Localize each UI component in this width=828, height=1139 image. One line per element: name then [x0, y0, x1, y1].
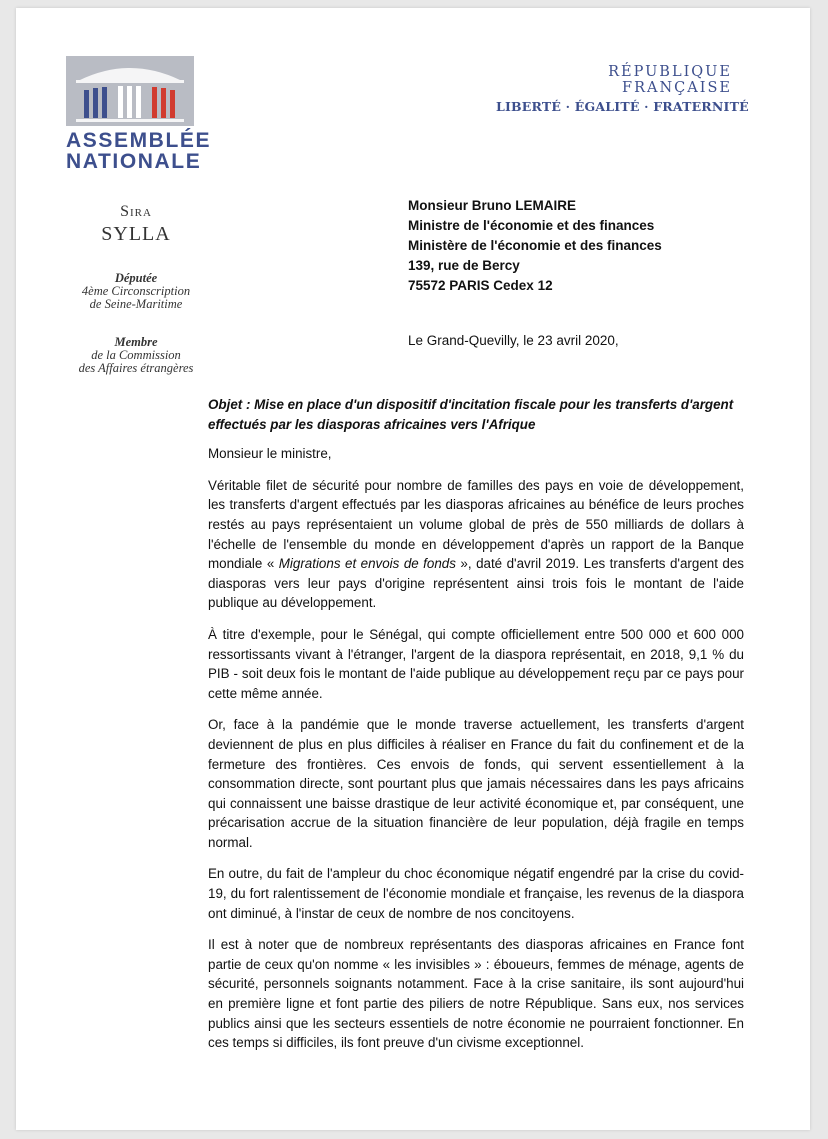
logo-wordmark — [66, 130, 246, 172]
republique-title: RÉPUBLIQUE FRANÇAISE — [608, 64, 732, 96]
letter-salutation: Monsieur le ministre, — [208, 446, 332, 462]
sender-role — [56, 272, 216, 311]
paragraph-1-part-2: », daté d'avril 2019. Les transferts d'argent des diasporas vers leur pays d'origine représentent ainsi trois fois le montant de l'aide publique au développement. — [208, 556, 745, 611]
paragraph-2: À titre d'exemple, pour le Sénégal, qui compte officiellement entre 500 000 et 600 000 ressortissants vivant à l'étranger, l'argent de la diaspora représentait, en 2018, 9,1 % du PIB - soit deux fois le montant de l'aide publique au développement reçu par ce pays pour cette même année. — [208, 626, 744, 701]
addressee-street: 139, rue de Bercy — [408, 258, 520, 273]
addressee-block — [408, 196, 662, 296]
paragraph-5: Il est à noter que de nombreux représentants des diasporas africaines en France font partie de ceux qu'on nomme « les invisibles » : éboueurs, femmes de ménage, agents de sécurité, personnels soignants notamment. Face à la crise sanitaire, ils sont aujourd'hui en première ligne et font partie des piliers de notre République. Sans eux, nos services publics ainsi que les secteurs essentiels de notre économie ne pourraient fonctionner. En ces temps si difficiles, ils font preuve d'un civisme exceptionnel. — [208, 937, 744, 1051]
republique-motto: LIBERTÉ · ÉGALITÉ · FRATERNITÉ — [496, 99, 749, 114]
place-date: Le Grand-Quevilly, le 23 avril 2020, — [408, 333, 619, 348]
role-line-1: 4ème Circonscription — [81, 284, 191, 298]
logo-line-2: NATIONALE — [66, 150, 202, 173]
member-line-1: de la Commission — [91, 348, 181, 362]
role-line-2: de Seine-Maritime — [89, 297, 183, 311]
paragraph-1-part-1: Véritable filet de sécurité pour nombre de familles des pays en voie de développement, les transferts d'argent effectués par les diasporas africaines au bénéfice de leurs proches restés au pays représentaient un volume global de près de 550 milliards de dollars à l'échelle de l'ensemble du monde en développement d'après un rapport de la Banque mondiale « — [208, 477, 744, 572]
addressee-name: Monsieur Bruno LEMAIRE — [408, 198, 576, 213]
letter-page — [16, 8, 810, 1130]
paragraph-1 — [208, 476, 744, 613]
paragraph-4: En outre, du fait de l'ampleur du choc économique négatif engendré par la crise du covid-19, du fort ralentissement de l'économie mondiale et française, les revenus de la diaspora ont diminué, à l'instar de ceux de nombre de nos concitoyens. — [208, 866, 744, 921]
member-title: Membre — [114, 335, 158, 349]
sender-last-name: SYLLA — [101, 223, 171, 245]
member-line-2: des Affaires étrangères — [78, 361, 194, 375]
sender-sidebar — [56, 203, 216, 375]
letter-body — [208, 395, 744, 1053]
addressee-title: Ministre de l'économie et des finances — [408, 218, 655, 233]
letter-subject: Objet : Mise en place d'un dispositif d'incitation fiscale pour les transferts d'argent effectués par les diasporas africaines vers l'Afrique — [208, 397, 734, 432]
hemicycle-icon — [66, 56, 194, 126]
logo-line-1: ASSEMBLÉE — [66, 129, 212, 152]
report-title: Migrations et envois de fonds — [278, 556, 456, 572]
sender-membership — [56, 336, 216, 375]
addressee-city: 75572 PARIS Cedex 12 — [408, 278, 553, 293]
addressee-ministry: Ministère de l'économie et des finances — [408, 238, 662, 253]
role-title: Députée — [114, 271, 158, 285]
sender-first-name: Sira — [120, 203, 152, 220]
paragraph-3: Or, face à la pandémie que le monde traverse actuellement, les transferts d'argent deviennent de plus en plus difficiles à réaliser en France du fait du confinement et de la fermeture des frontières. Ces envois de fonds, qui servent essentiellement à la consommation directe, sont pourtant plus que jamais nécessaires dans les pays africains qui connaissent une baisse drastique de leur activité économique et, par conséquent, une précarisation accrue de la situation financière de leur population, déjà fragile en temps normal. — [208, 717, 744, 850]
republique-header — [496, 64, 749, 114]
